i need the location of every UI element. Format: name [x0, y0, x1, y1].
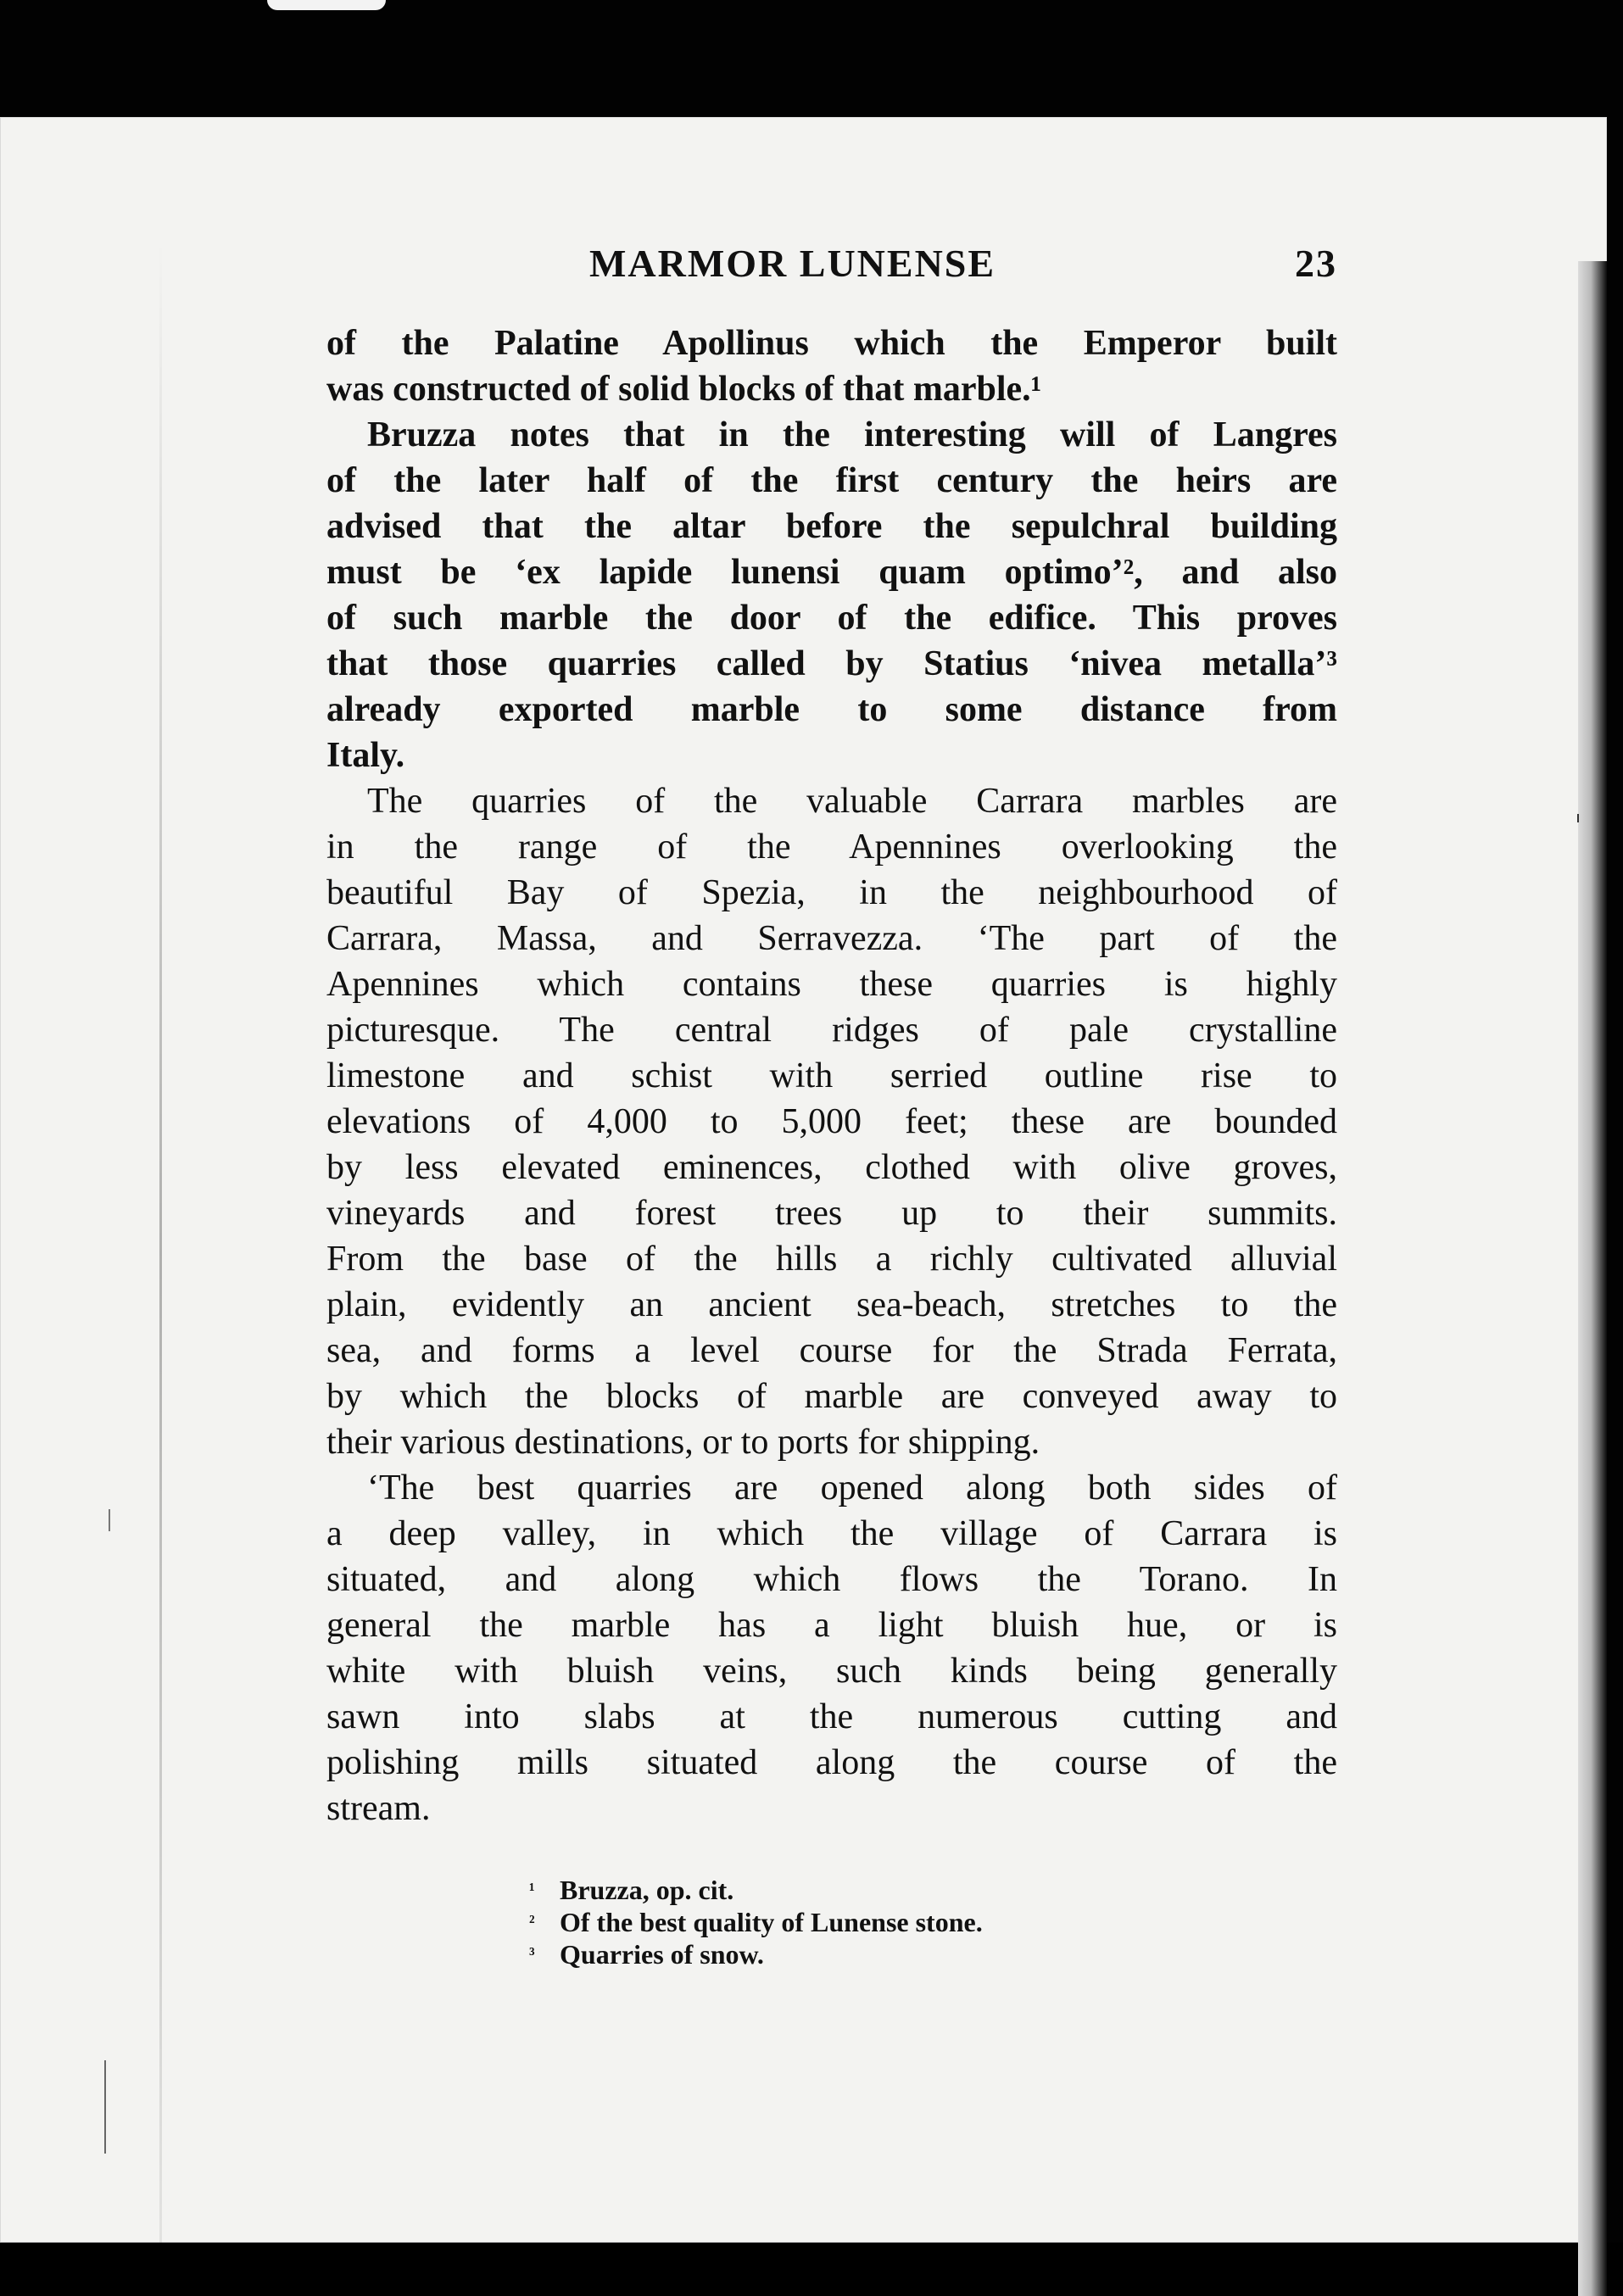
footnote-3 — [529, 1938, 1174, 1970]
footnote-text: Bruzza, op. cit. — [560, 1875, 734, 1905]
footnote-marker: ¹ — [529, 1879, 535, 1900]
body-line: polishing mills situated along the course of the — [326, 1743, 1337, 1782]
body-line: by which the blocks of marble are conveyed away to — [326, 1377, 1337, 1416]
scan-speck — [104, 2060, 106, 2154]
body-line: sea, and forms a level course for the Strada Ferrata, — [326, 1331, 1337, 1370]
body-line: already exported marble to some distance from — [326, 690, 1337, 729]
page-header — [326, 241, 1337, 292]
page-left-edge-shadow — [159, 240, 162, 2266]
footnote-text: Of the best quality of Lunense stone. — [560, 1907, 983, 1937]
body-line: a deep valley, in which the village of Carrara is — [326, 1514, 1337, 1553]
body-line: general the marble has a light bluish hue, or is — [326, 1606, 1337, 1645]
body-line: was constructed of solid blocks of that marble.¹ — [326, 370, 1042, 409]
body-line: sawn into slabs at the numerous cutting and — [326, 1697, 1337, 1736]
body-line: must be ‘ex lapide lunensi quam optimo’², and also — [326, 553, 1337, 592]
body-line: beautiful Bay of Spezia, in the neighbourhood of — [326, 873, 1337, 912]
body-line: situated, and along which flows the Torano. In — [326, 1560, 1337, 1599]
body-line: Apennines which contains these quarries is highly — [326, 965, 1337, 1004]
body-line: of the later half of the first century the heirs are — [326, 461, 1337, 500]
scan-speck — [109, 1509, 110, 1531]
body-line: in the range of the Apennines overlooking the — [326, 828, 1337, 867]
body-line: stream. — [326, 1789, 431, 1828]
body-line: The quarries of the valuable Carrara marbles are — [367, 782, 1337, 821]
footnote-marker: ² — [529, 1911, 535, 1932]
page-number: 23 — [1295, 242, 1337, 285]
body-line: of such marble the door of the edifice. This proves — [326, 599, 1337, 638]
footnote-text: Quarries of snow. — [560, 1939, 764, 1970]
body-line: ‘The best quarries are opened along both sides of — [367, 1468, 1337, 1507]
body-line: Italy. — [326, 736, 405, 775]
body-line: that those quarries called by Statius ‘nivea metalla’³ — [326, 644, 1337, 683]
body-line: elevations of 4,000 to 5,000 feet; these are bounded — [326, 1102, 1337, 1141]
body-line: From the base of the hills a richly cultivated alluvial — [326, 1240, 1337, 1279]
body-line: Carrara, Massa, and Serravezza. ‘The part of the — [326, 919, 1337, 958]
footnote-1 — [529, 1874, 1174, 1906]
body-line: by less elevated eminences, clothed with olive groves, — [326, 1148, 1337, 1187]
body-line: white with bluish veins, such kinds being generally — [326, 1652, 1337, 1691]
top-glare — [267, 0, 386, 10]
scan-speck — [1577, 814, 1579, 822]
body-line: advised that the altar before the sepulchral building — [326, 507, 1337, 546]
body-line: of the Palatine Apollinus which the Emperor built — [326, 324, 1337, 363]
page-right-edge-shadow — [1578, 261, 1607, 2296]
body-line: picturesque. The central ridges of pale crystalline — [326, 1011, 1337, 1050]
body-line: Bruzza notes that in the interesting will of Langres — [367, 415, 1337, 454]
footnote-marker: ³ — [529, 1943, 535, 1964]
running-title: MARMOR LUNENSE — [589, 242, 996, 285]
body-line: plain, evidently an ancient sea-beach, stretches to the — [326, 1285, 1337, 1324]
body-text — [326, 320, 1337, 1831]
body-line: limestone and schist with serried outline rise to — [326, 1056, 1337, 1095]
footnotes — [529, 1874, 1174, 1970]
footnote-2 — [529, 1906, 1174, 1938]
body-line: vineyards and forest trees up to their summits. — [326, 1194, 1337, 1233]
body-line: their various destinations, or to ports for shipping. — [326, 1423, 1040, 1462]
